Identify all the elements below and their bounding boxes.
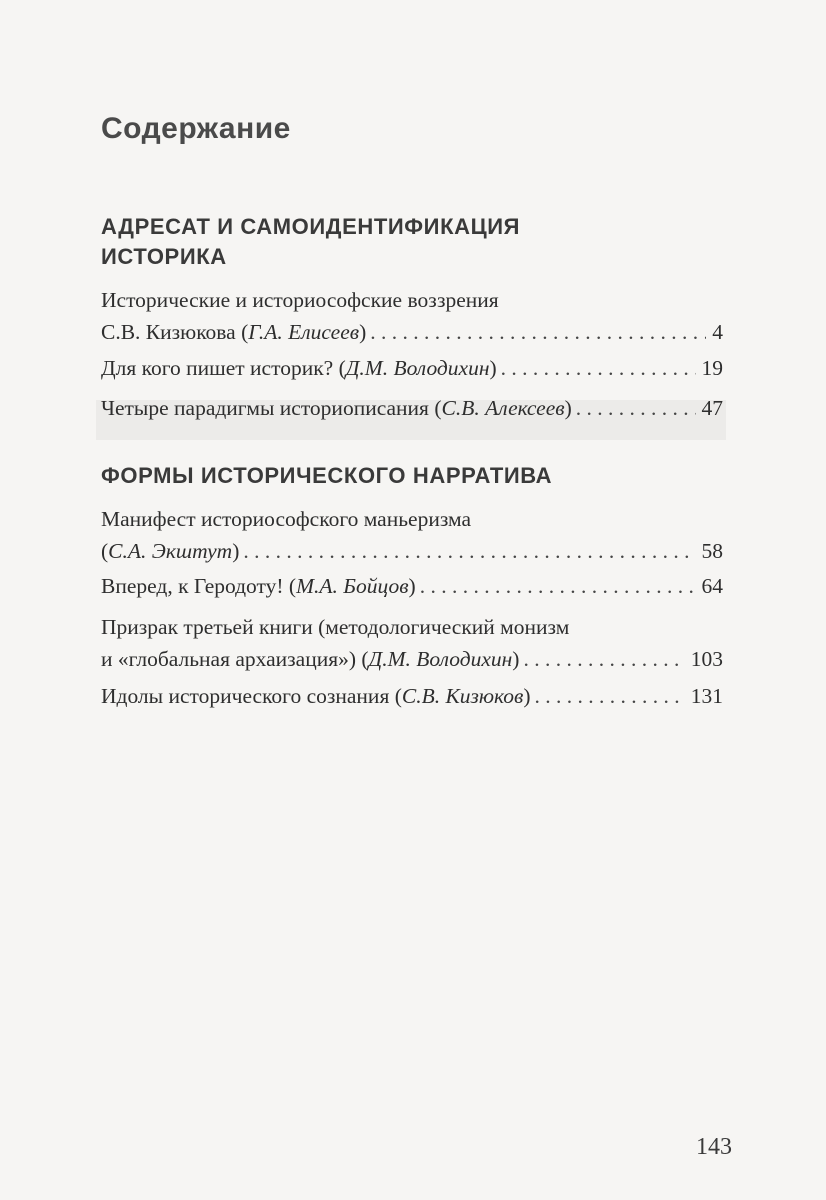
toc-entry-1[interactable] [101,284,723,348]
toc-entry-paren: ) [408,574,416,598]
toc-entry-page: 131 [690,684,723,708]
toc-entry-page: 4 [712,320,723,344]
leader-dots [523,643,684,675]
toc-entry-title: Вперед, к Геродоту! ( [101,574,297,598]
toc-entry-2-line [101,352,723,384]
toc-entry-title-cont: и «глобальная архаизация») ( [101,647,369,671]
toc-entry-title: Четыре парадигмы историописания ( [101,396,442,420]
toc-entry-3-line [101,392,723,424]
toc-entry-title: Идолы исторического сознания ( [101,684,402,708]
toc-entry-paren: ) [523,684,531,708]
toc-entry-author: Г.А. Елисеев [248,320,360,344]
toc-entry-author: Д.М. Володихин [345,356,490,380]
page-title: Содержание [101,112,291,145]
toc-entry-title-cont: ( [101,539,109,563]
toc-entry-7-line [101,680,723,712]
section-heading-2 [101,461,661,491]
toc-entry-page: 58 [701,539,723,563]
toc-entry-5-line [101,570,723,602]
toc-entry-page: 19 [701,356,723,380]
leader-dots [501,352,696,384]
toc-entry-paren: ) [489,356,497,380]
toc-entry-page: 47 [701,396,723,420]
toc-entry-paren: ) [232,539,240,563]
toc-entry-title-cont: С.В. Кизюкова ( [101,320,249,344]
section-heading-1 [101,212,661,272]
toc-entry-3[interactable] [101,392,723,424]
leader-dots [576,392,696,424]
toc-entry-title: Манифест историософского маньеризма [101,507,472,531]
toc-entry-page: 64 [701,574,723,598]
toc-entry-paren: ) [512,647,520,671]
toc-entry-1-line2 [101,316,723,348]
toc-entry-title: Призрак третьей книги (методологический монизм [101,615,570,639]
toc-entry-paren: ) [564,396,572,420]
toc-entry-4-line2 [101,535,723,567]
toc-entry-title: Для кого пишет историк? ( [101,356,346,380]
section-heading-1-line2: ИСТОРИКА [101,244,227,269]
toc-entry-4-line1 [101,503,723,535]
leader-dots [535,680,685,712]
section-heading-2-line1: ФОРМЫ ИСТОРИЧЕСКОГО НАРРАТИВА [101,463,553,488]
leader-dots [420,570,696,602]
leader-dots [243,535,695,567]
toc-entry-2[interactable] [101,352,723,384]
toc-entry-6[interactable] [101,611,723,675]
toc-entry-page: 103 [690,647,723,671]
toc-entry-author: Д.М. Володихин [368,647,513,671]
toc-entry-7[interactable] [101,680,723,712]
toc-entry-title: Исторические и историософские воззрения [101,288,499,312]
toc-entry-author: С.В. Кизюков [401,684,524,708]
section-heading-1-line1: АДРЕСАТ И САМОИДЕНТИФИКАЦИЯ [101,214,521,239]
toc-entry-author: С.А. Экштут [108,539,233,563]
leader-dots [370,316,706,348]
toc-entry-author: С.В. Алексеев [441,396,565,420]
toc-entry-4[interactable] [101,503,723,567]
toc-entry-5[interactable] [101,570,723,602]
toc-entry-6-line2 [101,643,723,675]
toc-entry-6-line1 [101,611,723,643]
toc-entry-author: М.А. Бойцов [296,574,409,598]
toc-entry-paren: ) [359,320,367,344]
toc-entry-1-line1 [101,284,723,316]
page-number: 143 [696,1134,732,1160]
